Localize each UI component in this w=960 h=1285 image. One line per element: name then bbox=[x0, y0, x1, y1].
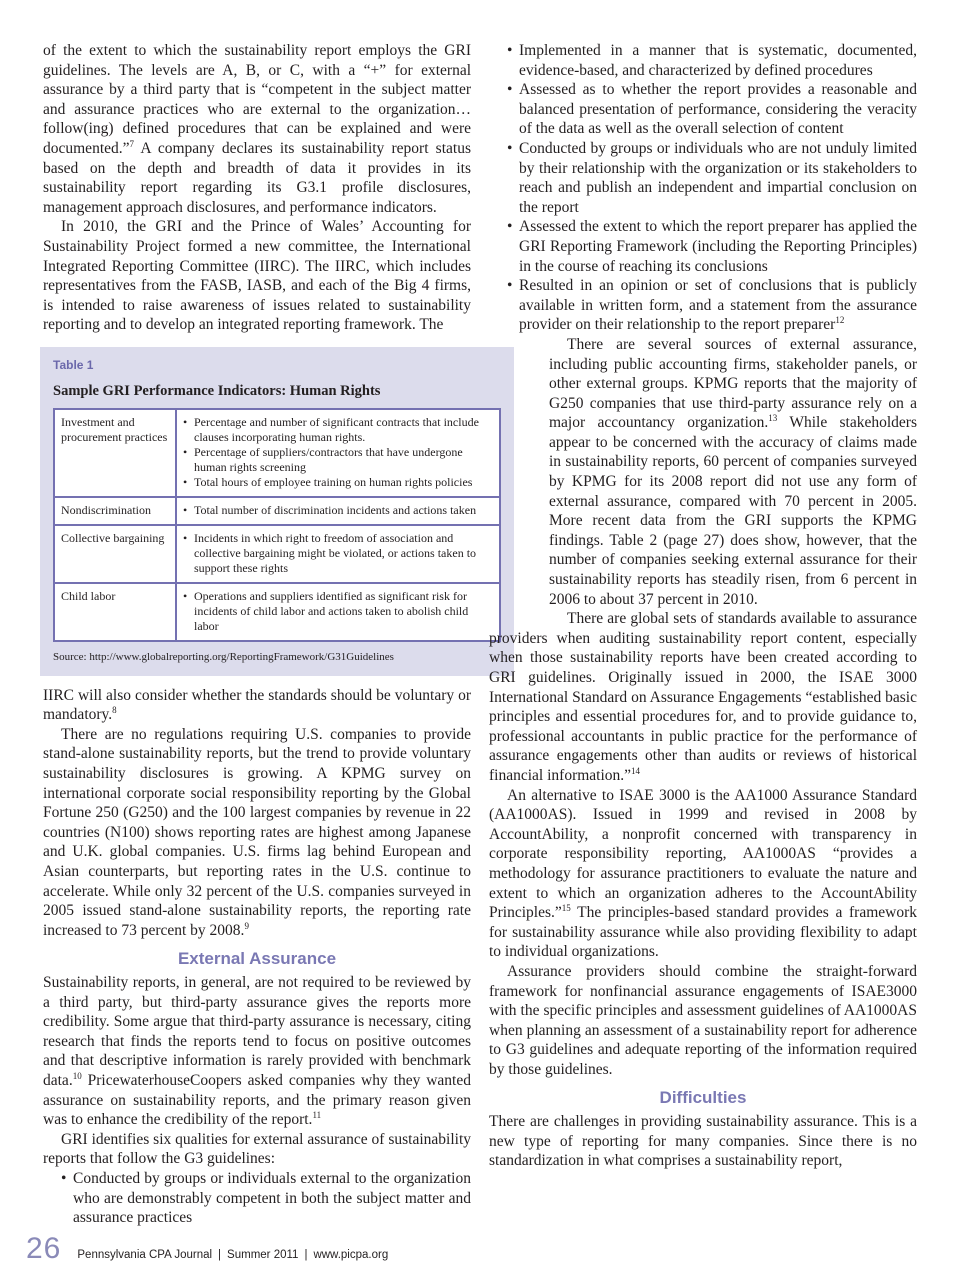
list-item: • Assessed the extent to which the report preparer has applied the GRI Reporting Framework (including the Reporting Principles) in the course of reaching its conclusions bbox=[489, 217, 917, 276]
indicator-item: • Incidents in which right to freedom of association and collective bargaining might be violated, or actions taken to support these rights bbox=[183, 531, 493, 576]
indicator-item: • Percentage of suppliers/contractors that have undergone human rights screening bbox=[183, 445, 493, 475]
list-item: • Conducted by groups or individuals external to the organization who are demonstrably competent in both the subject matter and assurance practices bbox=[43, 1169, 471, 1228]
indicator-cell bbox=[176, 497, 500, 525]
paragraph: There are several sources of external assurance, including public accounting firms, stakeholder panels, or other external groups. KPMG reports that the majority of G250 companies that use third-party assurance rely on a major accountancy organization.$^{13}$ While stakeholders appear to be concerned with the accuracy of claims made in sustainability reports, 60 percent of companies surveyed by KPMG for its 2008 report did not use any form of external assurance, compared with 70 percent in 2005. More recent data from the GRI supports the KPMG findings. Table 2 (page 27) does show, however, that the number of companies seeking external assurance for their sustainability reports has steadily risen, from 6 percent in 2006 to about 37 percent in 2010. bbox=[549, 335, 917, 608]
indicator-item: • Total number of discrimination incidents and actions taken bbox=[183, 503, 493, 518]
list-item: • Implemented in a manner that is systematic, documented, evidence-based, and characterized by defined procedures bbox=[489, 41, 917, 80]
footnote-ref[interactable]: 9 bbox=[244, 920, 249, 931]
section-heading-external-assurance: External Assurance bbox=[177, 949, 337, 969]
footnote-ref[interactable]: 13 bbox=[768, 413, 778, 424]
footnote-ref[interactable]: 11 bbox=[312, 1110, 322, 1121]
indicator-cell bbox=[176, 525, 500, 583]
indicator-cell bbox=[176, 583, 500, 641]
issue-date: Summer 2011 bbox=[227, 1249, 299, 1261]
indicator-item: • Percentage and number of significant contracts that include clauses incorporating human rights. bbox=[183, 415, 493, 445]
indicator-item: • Operations and suppliers identified as significant risk for incidents of child labor and actions taken to abolish child labor bbox=[183, 589, 493, 634]
website-link[interactable]: www.picpa.org bbox=[313, 1249, 389, 1261]
paragraph: Sustainability reports, in general, are not required to be reviewed by a third party, but third-party assurance gives the reports more credibility. Some argue that third-party assurance is necessary, citing research that finds the reports tend to focus on positive outcomes and that descriptive information is rarely provided with benchmark data.$^{10}$ PricewaterhouseCoopers asked companies why they wanted assurance on sustainability reports, and the primary reason given was to enhance the credibility of the report.$^{11}$ bbox=[43, 974, 471, 1129]
indicators-table bbox=[53, 408, 501, 642]
footnote-ref[interactable]: 10 bbox=[72, 1070, 82, 1081]
assurance-qualities-list bbox=[43, 1169, 471, 1228]
section-heading-difficulties: Difficulties bbox=[659, 1088, 747, 1108]
paragraph: GRI identifies six qualities for external assurance of sustainability reports that follow the G3 guidelines: bbox=[43, 1130, 471, 1168]
page-number: 26 bbox=[26, 1232, 62, 1265]
list-item: • Conducted by groups or individuals who are not unduly limited by their relationship with the organization or its stakeholders to reach and publish an independent and impartial conclusion on the report bbox=[489, 139, 917, 217]
page-footer bbox=[26, 1232, 388, 1266]
category-cell: Investment and procurement practices bbox=[54, 409, 176, 497]
table-source: Source: http://www.globalreporting.org/ReportingFramework/G31Guidelines bbox=[53, 651, 394, 664]
paragraph: of the extent to which the sustainability report employs the GRI guidelines. The levels are A, B, or C, with a “+” for external assurance by a third party that is “competent in the subject matter and assurance practices who are external to the organization… follow(ing) defined procedures that can be explained and were documented.”$^7$ A company declares its sustainability report status based on the depth and breadth of data it provides in its sustainability report regarding its G3.1 profile disclosures, management approach disclosures, and performance indicators. bbox=[43, 42, 471, 216]
table-1 bbox=[40, 347, 514, 676]
footnote-ref[interactable]: 15 bbox=[561, 903, 571, 914]
indicator-cell bbox=[176, 409, 500, 497]
category-cell: Nondiscrimination bbox=[54, 497, 176, 525]
assurance-qualities-list-continued bbox=[489, 41, 917, 335]
list-item: • Resulted in an opinion or set of conclusions that is publicly available in written form, and a statement from the assurance provider on their relationship to the report preparer$^{12}$ bbox=[489, 276, 917, 335]
table-row bbox=[54, 525, 500, 583]
table-row bbox=[54, 409, 500, 497]
category-cell: Collective bargaining bbox=[54, 525, 176, 583]
paragraph: There are global sets of standards available to assurance providers when auditing sustainability report content, especially when those sustainability reports have been created according to GRI guidelines. Originally issued in 2000, the ISAE 3000 International Standard on Assurance Engagements “established basic principles and essential procedures for, and to provide guidance to, professional accountants in public practice for the performance of assurance engagements other than audits or reviews of historical financial information.”$^{14}$ bbox=[489, 610, 917, 784]
table-label: Table 1 bbox=[53, 357, 94, 372]
wrap-space bbox=[489, 335, 549, 621]
footnote-ref[interactable]: 14 bbox=[631, 765, 641, 776]
right-column bbox=[489, 41, 917, 1171]
footnote-ref[interactable]: 7 bbox=[129, 138, 135, 149]
table-row bbox=[54, 583, 500, 641]
paragraph: IIRC will also consider whether the standards should be voluntary or mandatory.$^8$ bbox=[43, 686, 471, 724]
table-title: Sample GRI Performance Indicators: Human Rights bbox=[53, 382, 381, 399]
footnote-ref[interactable]: 12 bbox=[835, 315, 845, 326]
left-column bbox=[43, 41, 479, 1228]
footnote-ref[interactable]: 8 bbox=[112, 705, 117, 716]
list-item: • Assessed as to whether the report provides a reasonable and balanced presentation of performance, considering the veracity of the data as well as the overall selection of content bbox=[489, 80, 917, 139]
footer-text: Pennsylvania CPA Journal | Summer 2011 | www.picpa.org bbox=[77, 1249, 389, 1261]
paragraph: There are challenges in providing sustainability assurance. This is a new type of reporting for many companies. Since there is no standardization in what comprises a sustainability report, bbox=[489, 1113, 917, 1170]
indicator-item: • Total hours of employee training on human rights policies bbox=[183, 475, 493, 490]
paragraph: Assurance providers should combine the straight-forward framework for nonfinancial assurance engagements of ISAE3000 with the specific principles and assessment guidelines of AA1000AS when planning an assessment of a sustainability report for adherence to G3 guidelines and adequate reporting of the information required by those guidelines. bbox=[489, 962, 917, 1078]
paragraph: An alternative to ISAE 3000 is the AA1000 Assurance Standard (AA1000AS). Issued in 1999 and revised in 2008 by AccountAbility, a nonprofit concerned with transparency in corporate responsibility reporting, AA1000AS “provides a methodology for assurance practitioners to evaluate the nature and extent to which an organization adheres to the AccountAbility Principles.”$^{15}$ The principles-based standard provides a framework for sustainability assurance while also providing flexibility to adapt to individual organizations. bbox=[489, 786, 917, 961]
paragraph: In 2010, the GRI and the Prince of Wales’ Accounting for Sustainability Project formed a new committee, the International Integrated Reporting Committee (IIRC). The IIRC, which includes representatives from the FASB, IASB, and each of the Big 4 firms, is intended to raise awareness of issues related to sustainability reporting and to develop an integrated reporting framework. The bbox=[43, 218, 471, 334]
category-cell: Child labor bbox=[54, 583, 176, 641]
table-row bbox=[54, 497, 500, 525]
paragraph: There are no regulations requiring U.S. companies to provide stand-alone sustainability reports, but the trend to provide voluntary sustainability disclosures is growing. A KPMG survey on international corporate social responsibility reporting by the Global Fortune 250 (G250) and the 100 largest companies by revenue in 22 countries (N100) shows reporting rates are highest among Japanese and U.K. global companies. U.S. firms lag behind European and Asian counterparts, but reporting rates in the U.S. continue to accelerate. While only 32 percent of the U.S. companies surveyed in 2005 issued stand-alone sustainability reports, the reporting rate increased to 73 percent by 2008.$^9$ bbox=[43, 725, 471, 939]
journal-name: Pennsylvania CPA Journal bbox=[77, 1249, 213, 1261]
